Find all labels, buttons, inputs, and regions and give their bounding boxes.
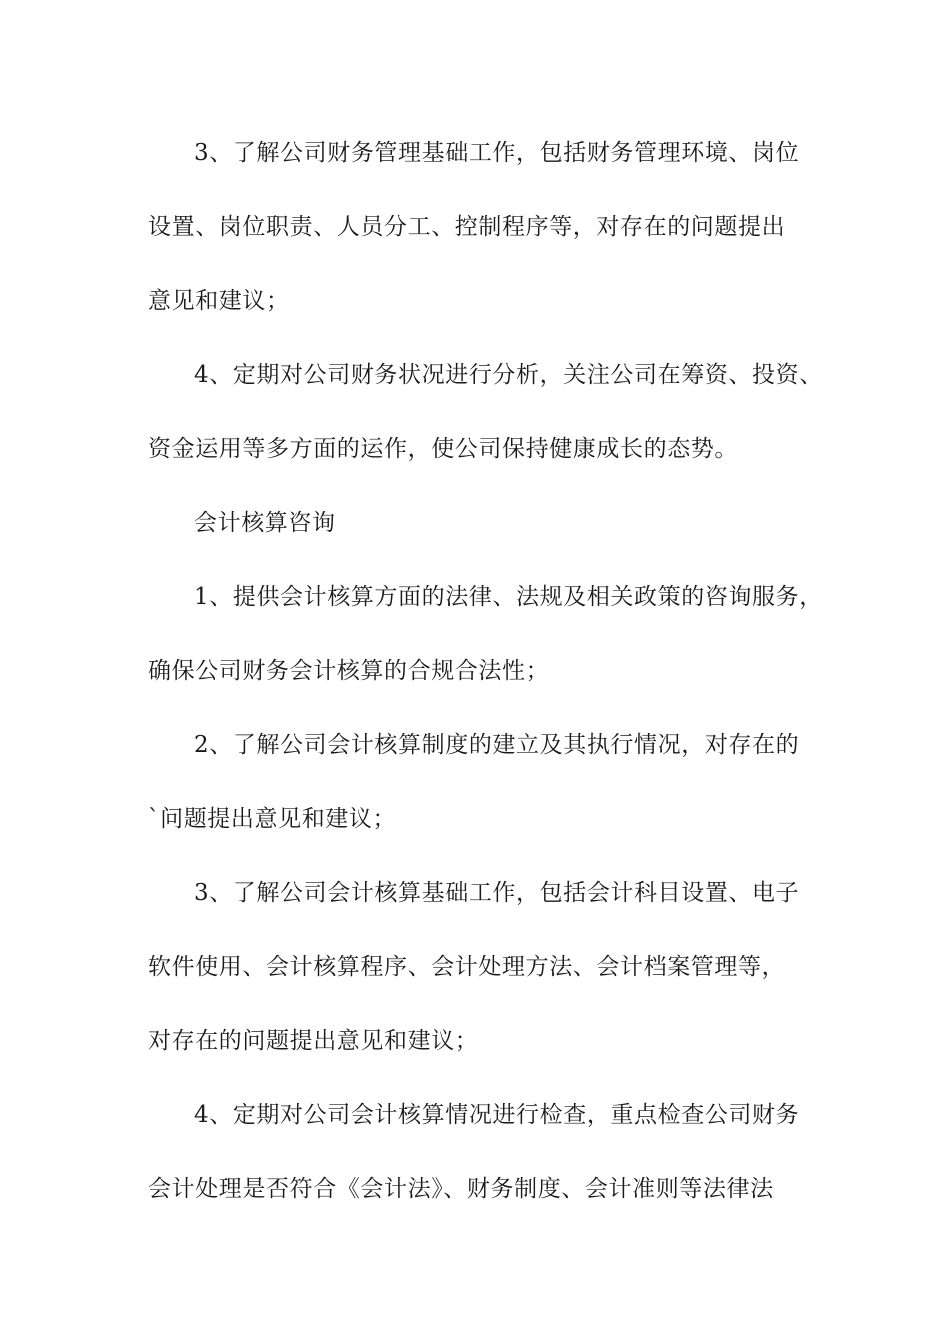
- paragraph-line: 软件使用、会计核算程序、会计处理方法、会计档案管理等，: [148, 954, 786, 980]
- paragraph-line: 4、定期对公司财务状况进行分析，关注公司在筹资、投资、: [194, 362, 823, 388]
- paragraph-line: 3、了解公司会计核算基础工作，包括会计科目设置、电子: [194, 880, 800, 906]
- paragraph-line: `问题提出意见和建议；: [148, 806, 397, 832]
- paragraph-line: 2、了解公司会计核算制度的建立及其执行情况，对存在的: [194, 732, 800, 758]
- paragraph-line: 对存在的问题提出意见和建议；: [148, 1028, 479, 1054]
- paragraph-line: 意见和建议；: [148, 288, 290, 314]
- paragraph-line: 4、定期对公司会计核算情况进行检查，重点检查公司财务: [194, 1102, 800, 1128]
- paragraph-line: 确保公司财务会计核算的合规合法性；: [148, 658, 550, 684]
- paragraph-line: 资金运用等多方面的运作，使公司保持健康成长的态势。: [148, 436, 738, 462]
- paragraph-line: 1、提供会计核算方面的法律、法规及相关政策的咨询服务，: [194, 584, 823, 610]
- paragraph-line: 设置、岗位职责、人员分工、控制程序等，对存在的问题提出: [148, 214, 786, 240]
- section-heading: 会计核算咨询: [194, 510, 336, 536]
- paragraph-line: 会计处理是否符合《会计法》、财务制度、会计准则等法律法: [148, 1176, 774, 1202]
- paragraph-line: 3、了解公司财务管理基础工作，包括财务管理环境、岗位: [194, 140, 800, 166]
